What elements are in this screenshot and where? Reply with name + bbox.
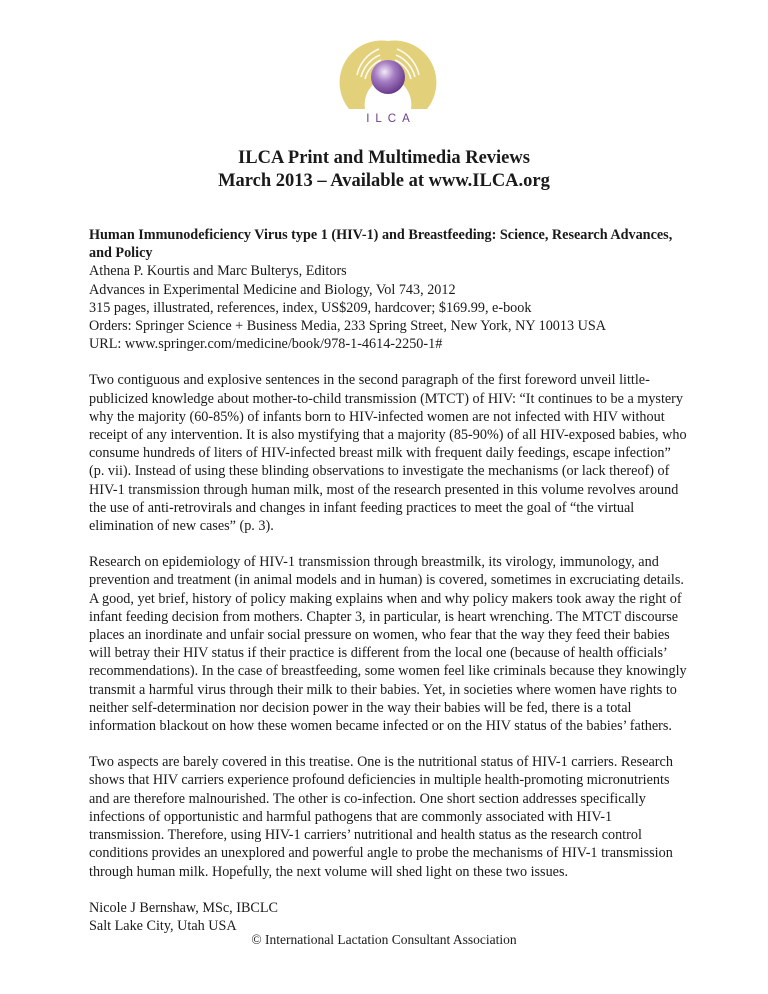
signature — [89, 899, 689, 935]
page-header — [0, 147, 768, 193]
header-title: ILCA Print and Multimedia Reviews — [238, 148, 530, 168]
bibliography — [89, 226, 689, 353]
ilca-logo — [333, 27, 443, 132]
reviewer-name: Nicole J Bernshaw, MSc, IBCLC — [89, 899, 279, 916]
book-orders: Orders: Springer Science + Business Media, 233 Spring Street, New York, NY 10013 USA — [89, 318, 606, 335]
book-details: 315 pages, illustrated, references, index, US$209, hardcover; $169.99, e-book — [89, 299, 532, 316]
review-paragraph-1: Two contiguous and explosive sentences in the second paragraph of the first foreword unveil little-publicized knowledge about mother-to-child transmission (MTCT) of HIV: “It continues to be a mystery why the majority (60-85%) of infants born to HIV-infected women are not infected with HIV without receipt of any intervention. It is also mystifying that a majority (85-90%) of all HIV-exposed babies, who consume hundreds of liters of HIV-infected breast milk with frequent daily feedings, escape infection” (p. vii). Instead of using these blinding observations to investigate the mechanisms (or lack thereof) of HIV-1 transmission through human milk, most of the research presented in this volume revolves around the use of anti-retrovirals and changes in infant feeding practices to meet the goal of “the virtual elimination of new cases” (p. 3). — [89, 372, 687, 535]
ilca-logo-icon — [333, 27, 443, 115]
book-url: URL: www.springer.com/medicine/book/978-1-4614-2250-1# — [89, 336, 443, 353]
review-content — [89, 226, 689, 953]
logo-text: ILCA — [366, 113, 416, 125]
review-paragraph-2: Research on epidemiology of HIV-1 transmission through breastmilk, its virology, immunology, and prevention and treatment (in animal models and in human) is covered, sometimes in excruciating details. A good, yet brief, history of policy making explains when and why policy makers took away the right of infant feeding decision from mothers. Chapter 3, in particular, is heart wrenching. The MTCT discourse places an inordinate and unfair social pressure on women, who fear that the way they feed their babies will betray their HIV status if their practice is different from the local one (because of health officials’ recommendations). In the case of breastfeeding, some women feel like criminals because they knowingly transmit a harmful virus through their milk to their babies. Yet, in societies where women have rights to neither self-determination nor decision power in the way their babies will be fed, there is a total information blackout on how these women became infected or on the HIV status of the babies’ fathers. — [89, 554, 687, 735]
copyright-footer: © International Lactation Consultant Association — [251, 932, 517, 947]
book-editors: Athena P. Kourtis and Marc Bulterys, Editors — [89, 263, 347, 280]
reviewer-location: Salt Lake City, Utah USA — [89, 917, 237, 934]
header-subtitle: March 2013 – Available at www.ILCA.org — [218, 171, 550, 191]
book-title: Human Immunodeficiency Virus type 1 (HIV-1) and Breastfeeding: Science, Research Advances, and Policy — [89, 227, 673, 262]
book-series: Advances in Experimental Medicine and Biology, Vol 743, 2012 — [89, 281, 456, 298]
review-paragraph-3: Two aspects are barely covered in this treatise. One is the nutritional status of HIV-1 carriers. Research shows that HIV carriers experience profound deficiencies in multiple health-promoting micronutrients and are therefore malnourished. The other is co-infection. One short section addresses specifically infections of opportunistic and harmful pathogens that are commonly associated with HIV-1 transmission. Therefore, using HIV-1 carriers’ nutritional and health status as the research control conditions provides an unexplored and powerful angle to probe the mechanisms of HIV-1 transmission through human milk. Hopefully, the next volume will shed light on these two issues. — [89, 754, 673, 880]
